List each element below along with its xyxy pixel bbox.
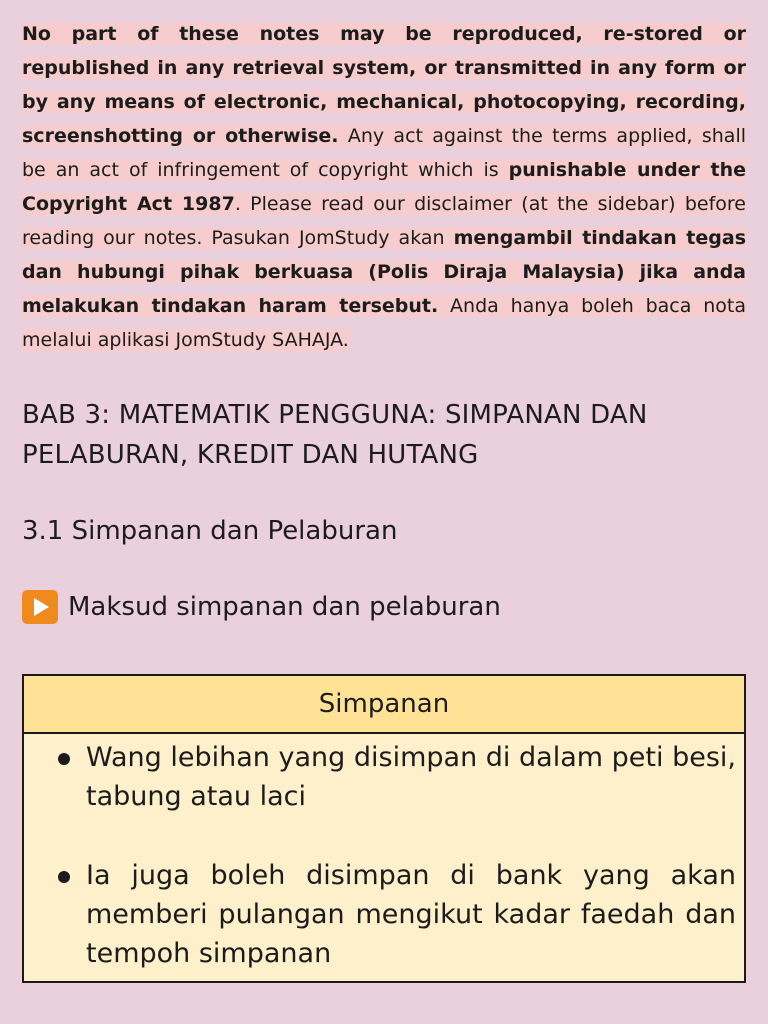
table-header-simpanan: Simpanan [24, 676, 744, 734]
bullet-icon [58, 871, 70, 883]
section-title: 3.1 Simpanan dan Pelaburan [22, 516, 398, 546]
copyright-infringement-text: Any act against the terms applied, shall be an act of infringement of copyright which is [22, 125, 747, 181]
legal-action-bold: mengambil tindakan tegas dan hubungi pihak berkuasa (Polis Diraja Malaysia) jika anda melakukan tindakan haram tersebut. [22, 227, 747, 317]
bullet-icon [58, 753, 70, 765]
subsection-title: Maksud simpanan dan pelaburan [68, 592, 501, 622]
copyright-act-bold: punishable under the Copyright Act 1987 [22, 159, 746, 215]
chapter-title: BAB 3: MATEMATIK PENGGUNA: SIMPANAN DAN PELABURAN, KREDIT DAN HUTANG [22, 400, 648, 470]
copyright-warning-bold: No part of these notes may be reproduced, re-stored or republished in any retrieval system, or transmitted in any form or by any means of electronic, mechanical, photocopying, recording, screenshotting or otherwise. [22, 23, 746, 147]
subsection-heading [22, 589, 746, 625]
app-only-text: Anda hanya boleh baca nota melalui aplikasi JomStudy SAHAJA. [22, 295, 746, 351]
copyright-notice [22, 17, 746, 357]
definition-list [58, 738, 736, 973]
list-item [58, 738, 736, 816]
definition-table [22, 674, 746, 983]
list-item-text: Ia juga boleh disimpan di bank yang akan memberi pulangan mengikut kadar faedah dan tempoh simpanan [86, 860, 736, 969]
notes-page [22, 0, 747, 969]
list-item-text: Wang lebihan yang disimpan di dalam peti besi, tabung atau laci [86, 742, 736, 812]
play-button-icon [22, 590, 58, 624]
list-item [58, 856, 736, 973]
disclaimer-text: . Please read our disclaimer (at the sidebar) before reading our notes. Pasukan JomStudy akan [22, 193, 746, 249]
table-body [24, 734, 744, 981]
